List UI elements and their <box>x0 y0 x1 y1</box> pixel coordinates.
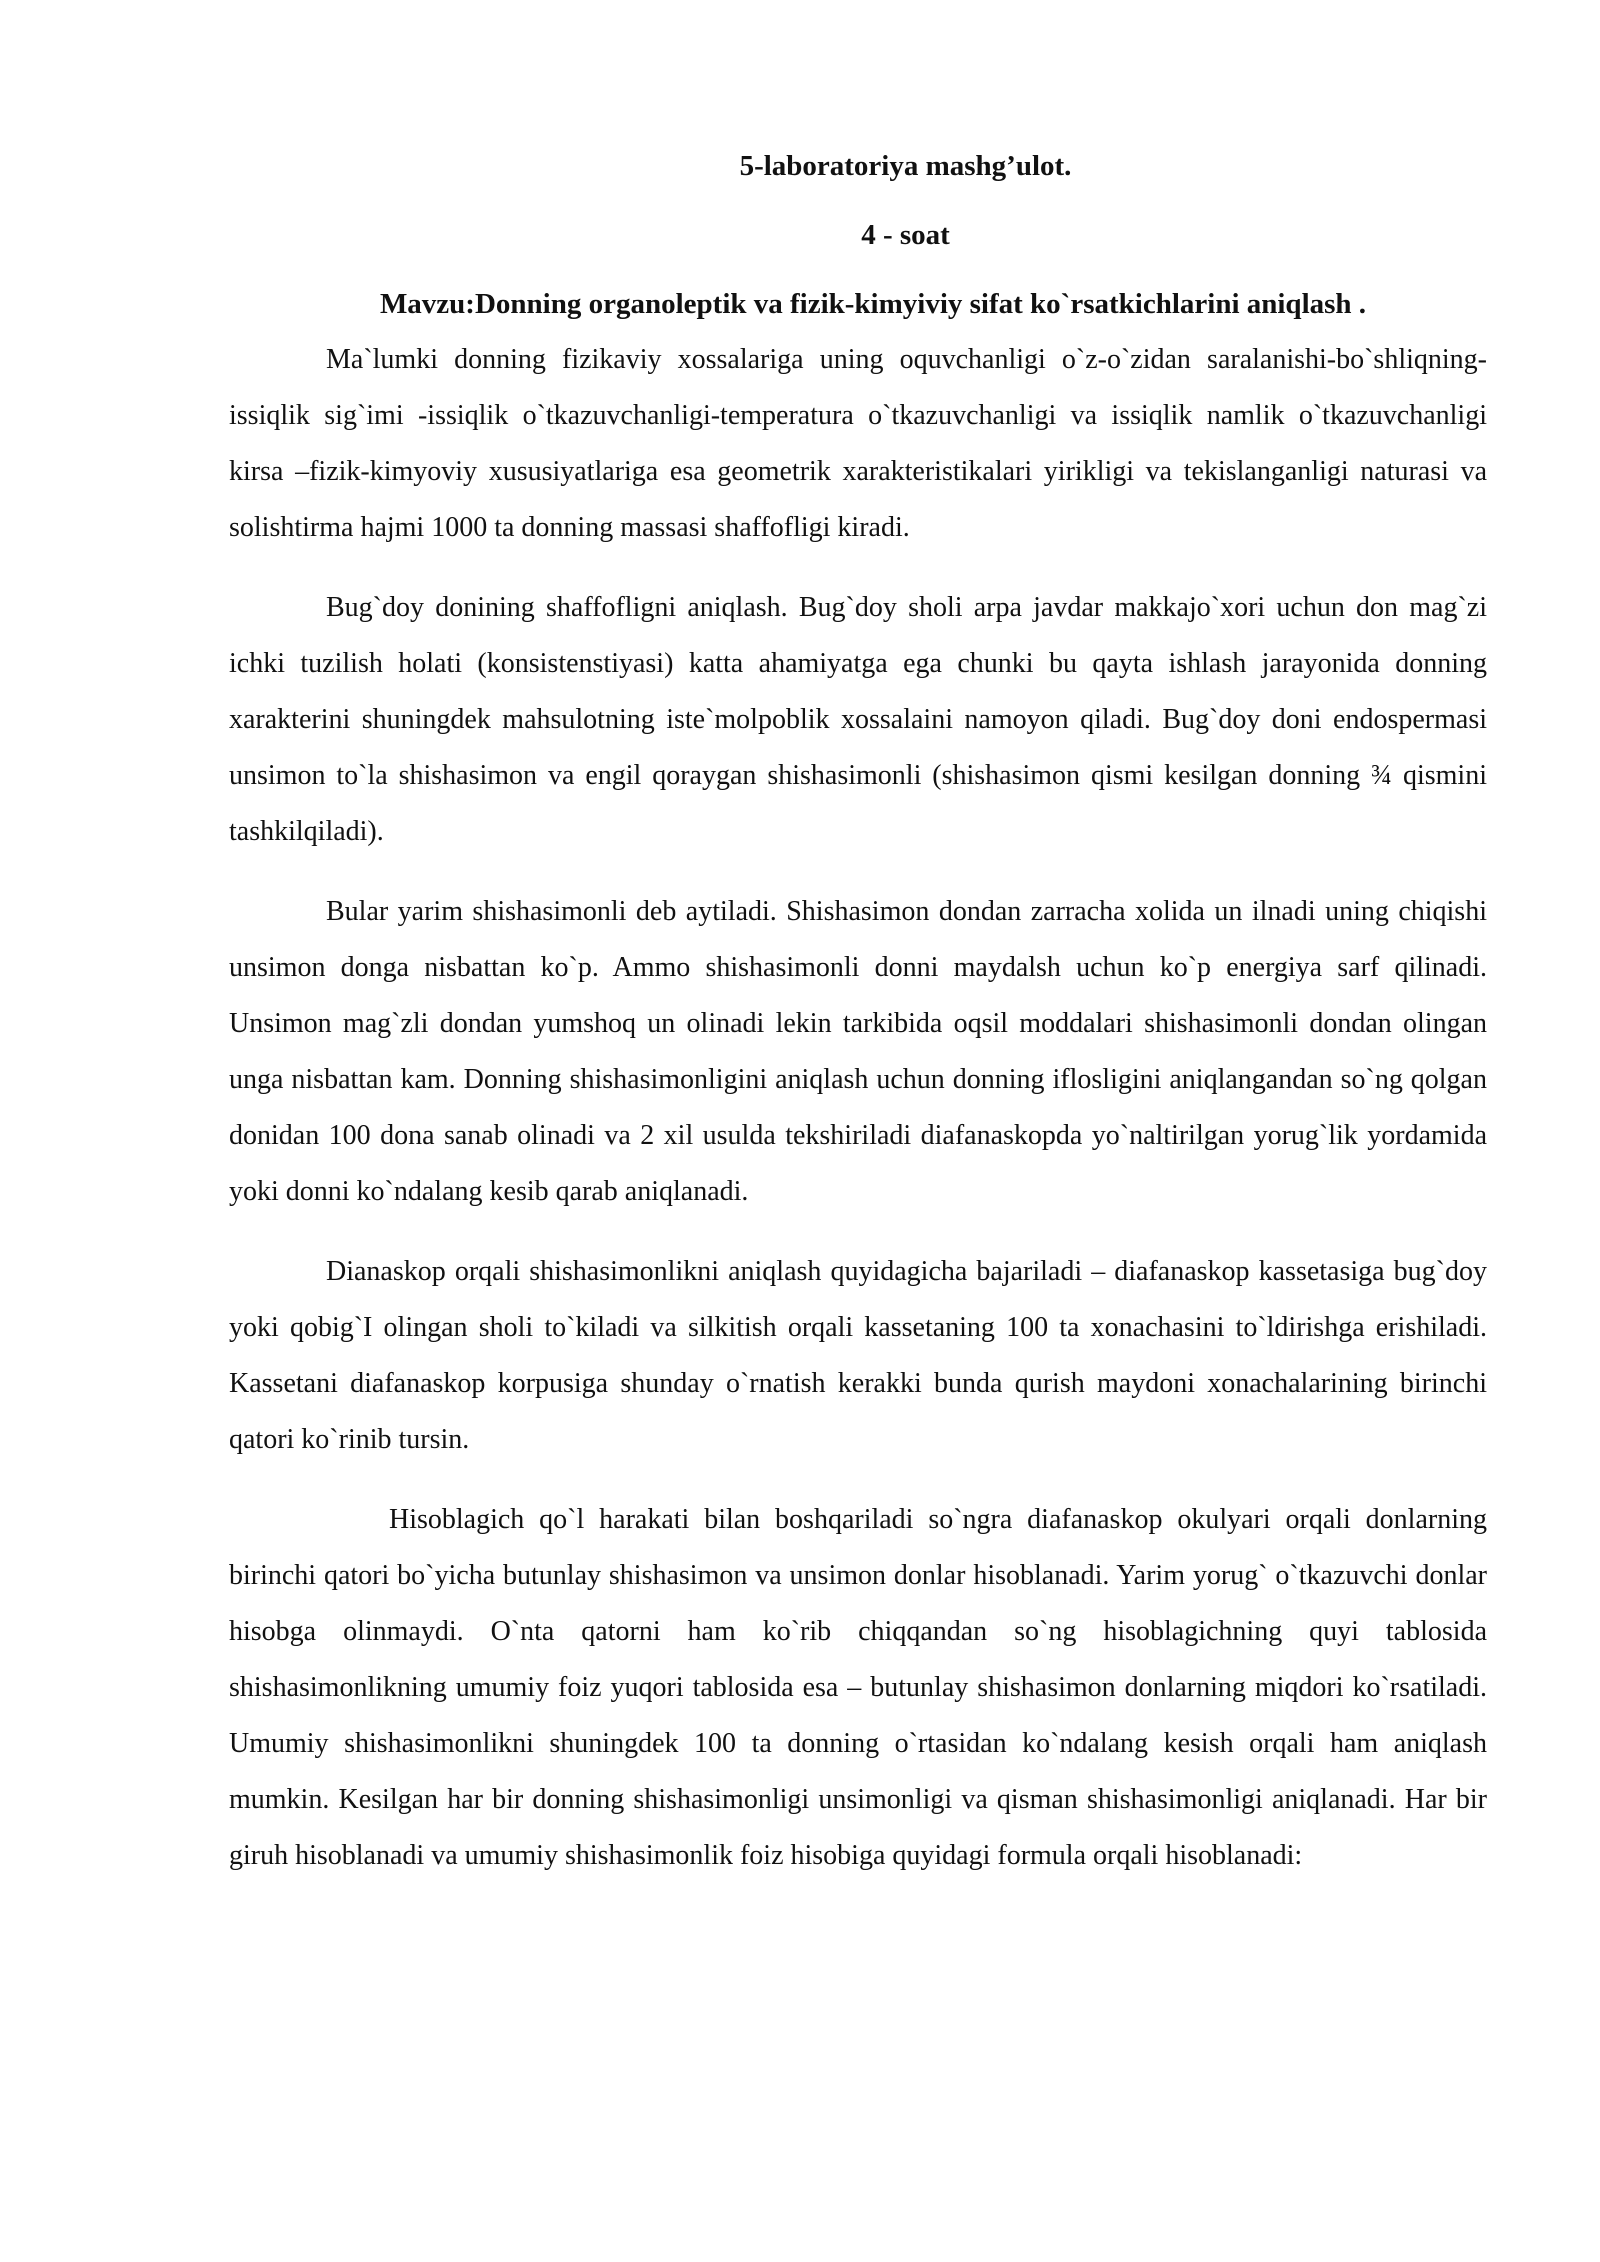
lab-hours: 4 - soat <box>861 219 950 251</box>
paragraph-counter: Hisoblagich qo`l harakati bilan boshqariladi so`ngra diafanaskop okulyari orqali donlarning birinchi qatori bo`yicha butunlay shishasimon va unsimon donlar hisoblanadi. Yarim yorug` o`tkazuvchi donlar hisobga olinmaydi. O`nta qatorni ham ko`rib chiqqandan so`ng hisoblagichning quyi tablosida shishasimonlikning umumiy foiz yuqori tablosida esa – butunlay shishasimon donlarning miqdori ko`rsatiladi. Umumiy shishasimonlikni shuningdek 100 ta donning o`rtasidan ko`ndalang kesish orqali ham aniqlash mumkin. Kesilgan har bir donning shishasimonligi unsimonligi va qisman shishasimonligi aniqlanadi. Har bir giruh hisoblanadi va umumiy shishasimonlik foiz hisobiga quyidagi formula orqali hisoblanadi: <box>229 1504 1487 1871</box>
paragraph-semi-vitreous: Bular yarim shishasimonli deb aytiladi. Shishasimon dondan zarracha xolida un ilnadi uning chiqishi unsimon donga nisbattan ko`p. Ammo shishasimonli donni maydalsh uchun ko`p energiya sarf qilinadi. Unsimon mag`zli dondan yumshoq un olinadi lekin tarkibida oqsil moddalari shishasimonli dondan olingan unga nisbattan kam. Donning shishasimonligini aniqlash uchun donning iflosligini aniqlangandan so`ng qolgan donidan 100 dona sanab olinadi va 2 xil usulda tekshiriladi diafanaskopda yo`naltirilgan yorug`lik yordamida yoki donni ko`ndalang kesib qarab aniqlanadi. <box>229 896 1487 1207</box>
paragraph-diaphanoscope: Dianaskop orqali shishasimonlikni aniqlash quyidagicha bajariladi – diafanaskop kassetasiga bug`doy yoki qobig`I olingan sholi to`kiladi va silkitish orqali kassetaning 100 ta xonachasini to`ldirishga erishiladi. Kassetani diafanaskop korpusiga shunday o`rnatish kerakki bunda qurish maydoni xonachalarining birinchi qatori ko`rinib tursin. <box>229 1256 1487 1455</box>
document-body <box>229 148 1487 1884</box>
lab-topic: Mavzu:Donning organoleptik va fizik-kimyiviy sifat ko`rsatkichlarini aniqlash . <box>379 288 1367 320</box>
paragraph-intro: Ma`lumki donning fizikaviy xossalariga uning oquvchanligi o`z-o`zidan saralanishi-bo`shliqning- issiqlik sig`imi -issiqlik o`tkazuvchanligi-temperatura o`tkazuvchanligi va issiqlik namlik o`tkazuvchanligi kirsa –fizik-kimyoviy xususiyatlariga esa geometrik xarakteristikalari yirikligi va tekislanganligi naturasi va solishtirma hajmi 1000 ta donning massasi shaffofligi kiradi. <box>229 344 1487 543</box>
paragraph-transparency: Bug`doy donining shaffofligni aniqlash. Bug`doy sholi arpa javdar makkajo`xori uchun don mag`zi ichki tuzilish holati (konsistenstiyasi) katta ahamiyatga ega chunki bu qayta ishlash jarayonida donning xarakterini shuningdek mahsulotning iste`molpoblik xossalaini namoyon qiladi. Bug`doy doni endospermasi unsimon to`la shishasimon va engil qoraygan shishasimonli (shishasimon qismi kesilgan donning ¾ qismini tashkilqiladi). <box>229 592 1487 847</box>
lab-title: 5-laboratoriya mashg’ulot. <box>739 150 1072 182</box>
